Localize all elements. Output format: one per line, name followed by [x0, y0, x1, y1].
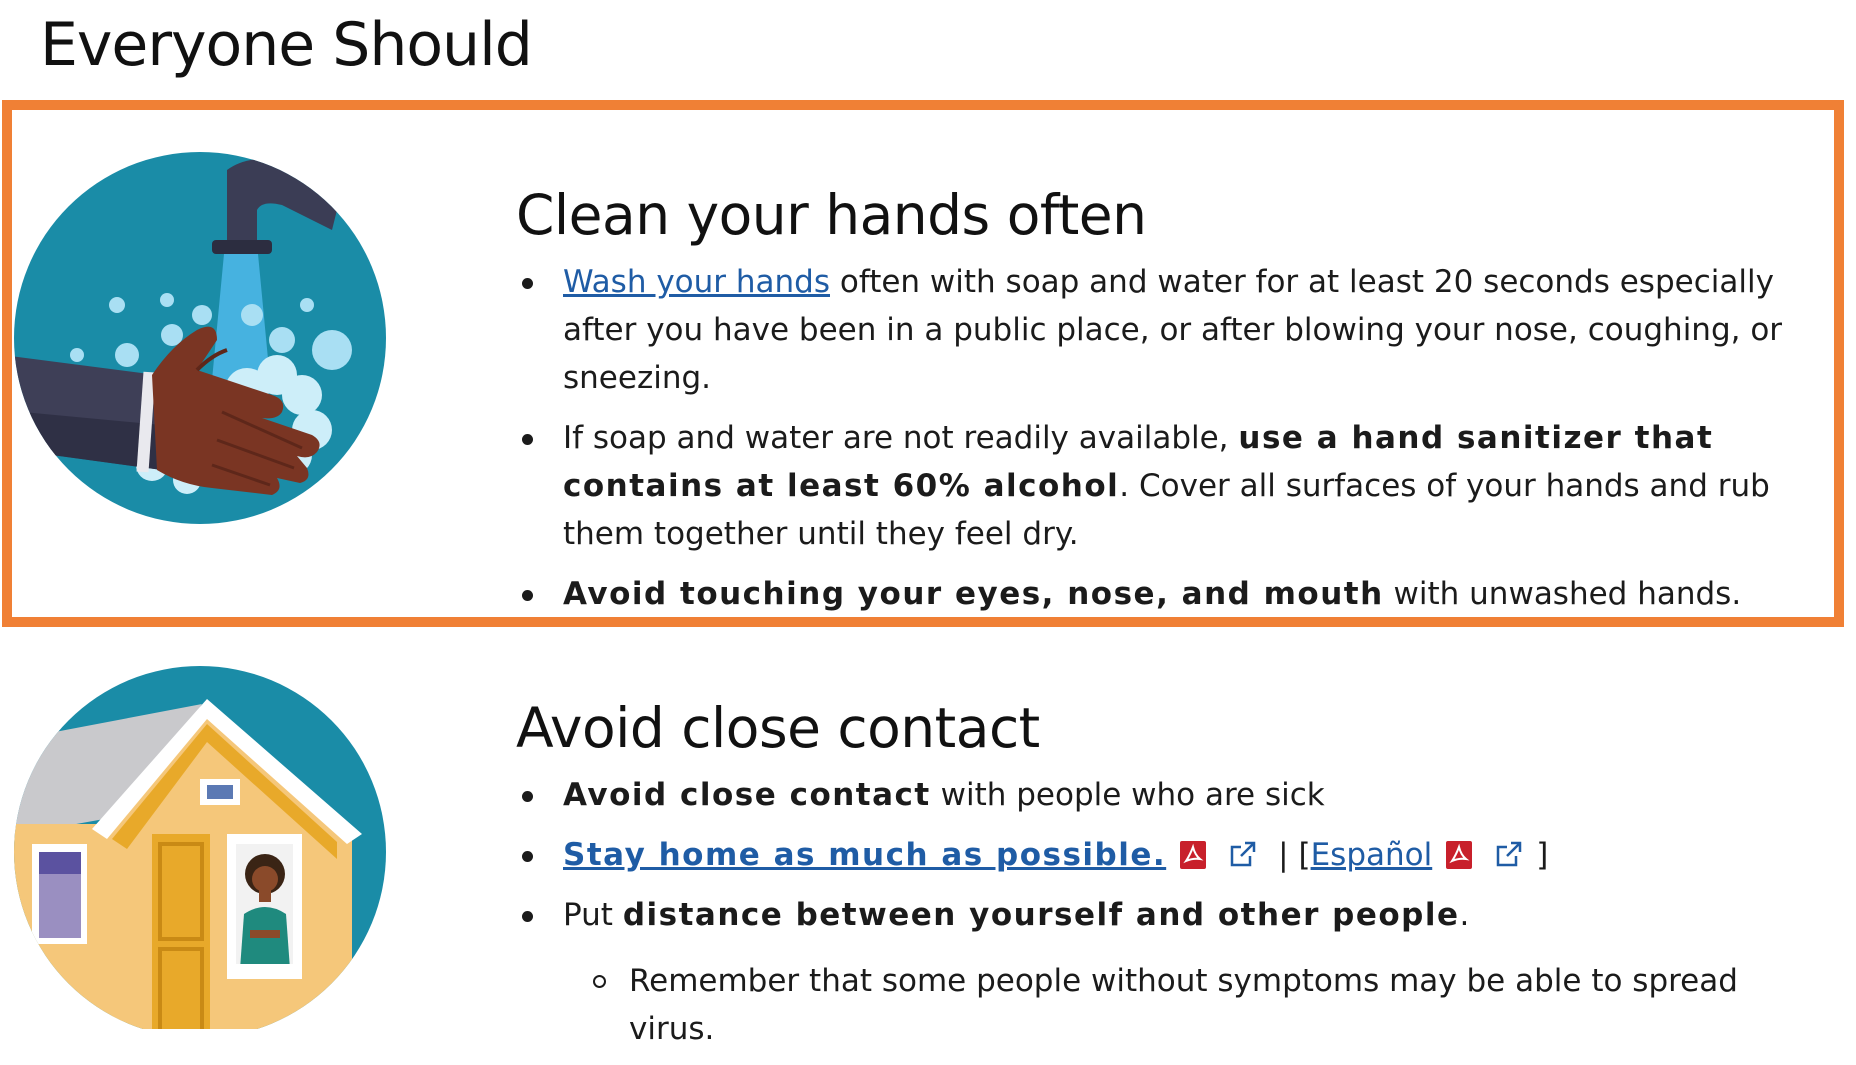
- list-item-text: . Cover all surfaces of your hands and rub them together until they feel dry.: [563, 468, 1770, 552]
- pdf-icon: [1446, 835, 1472, 863]
- clean-hands-list: [516, 258, 1826, 618]
- list-item: [516, 831, 1826, 879]
- close-contact-list: [516, 771, 1826, 1053]
- list-item: [516, 258, 1826, 402]
- list-item-bold-text: use a hand sanitizer that contains at least 60% alcohol: [563, 420, 1714, 504]
- list-item-text: If soap and water are not readily available,: [563, 420, 1239, 456]
- list-item-text: often with soap and water for at least 20 seconds especially after you have been in a public place, or after blowing your nose, coughing, or sneezing.: [563, 264, 1783, 396]
- house-illustration: [12, 664, 388, 1029]
- external-link-icon[interactable]: [1494, 835, 1524, 865]
- list-item-text: with people who are sick: [930, 777, 1325, 813]
- close-contact-heading: Avoid close contact: [516, 696, 1040, 760]
- stay-home-link[interactable]: Stay home as much as possible.: [563, 837, 1167, 873]
- clean-hands-heading: Clean your hands often: [516, 183, 1147, 247]
- list-item-bold-text: Avoid close contact: [563, 777, 931, 813]
- page-title: Everyone Should: [40, 10, 532, 80]
- list-item-text: with unwashed hands.: [1383, 576, 1742, 612]
- list-item-bold-text: Avoid touching your eyes, nose, and mouth: [563, 576, 1384, 612]
- list-item: [516, 570, 1826, 618]
- bracket-close-text: ]: [1536, 837, 1549, 873]
- hand-washing-illustration: [12, 150, 388, 526]
- pdf-icon: [1180, 835, 1206, 863]
- wash-your-hands-link[interactable]: Wash your hands: [563, 264, 830, 300]
- list-item: [516, 414, 1826, 558]
- clean-hands-section: [516, 180, 1826, 630]
- sub-list-item: Remember that some people without symptoms may be able to spread virus.: [591, 957, 1826, 1053]
- espanol-link[interactable]: Español: [1310, 837, 1433, 873]
- external-link-icon[interactable]: [1228, 835, 1258, 865]
- close-contact-section: [516, 693, 1826, 1065]
- sub-list: [563, 957, 1826, 1053]
- list-item-text: .: [1459, 897, 1470, 933]
- list-item-text: Put: [563, 897, 623, 933]
- separator-text: | [: [1278, 837, 1311, 873]
- list-item: [516, 771, 1826, 819]
- list-item-bold-text: distance between yourself and other people: [622, 897, 1460, 933]
